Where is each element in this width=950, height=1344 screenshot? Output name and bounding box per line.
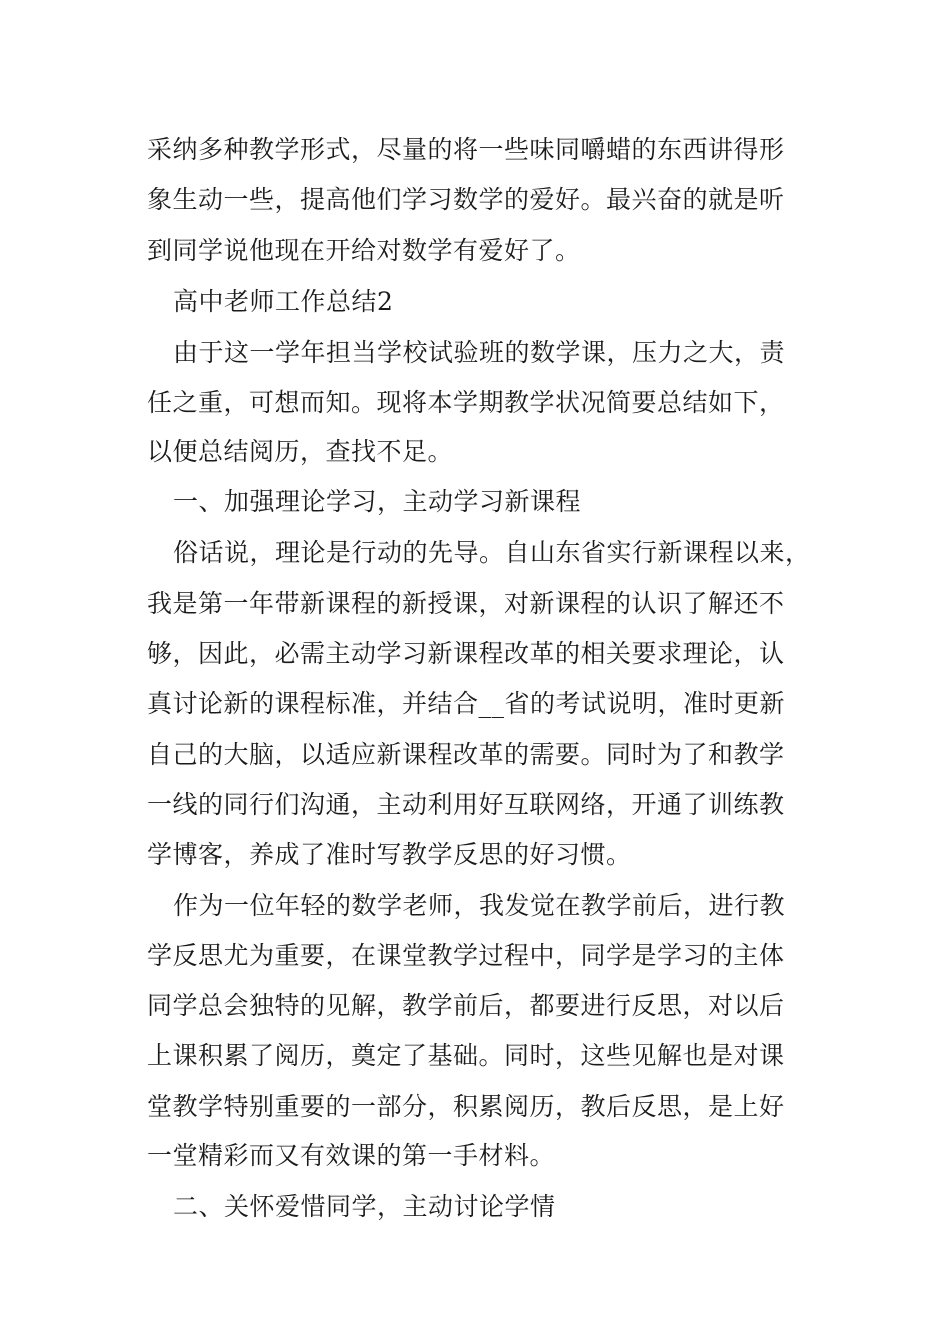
paragraph-6-line-4: 上课积累了阅历，奠定了基础。同时，这些见解也是对课	[147, 1041, 785, 1070]
paragraph-5-line-4: 真讨论新的课程标准，并结合__省的考试说明，准时更新	[147, 689, 786, 718]
paragraph-1-line-2: 象生动一些，提高他们学习数学的爱好。最兴奋的就是听	[147, 185, 785, 214]
paragraph-5-line-5: 自己的大脑，以适应新课程改革的需要。同时为了和教学	[147, 740, 785, 769]
paragraph-5-line-3: 够，因此，必需主动学习新课程改革的相关要求理论，认	[147, 639, 785, 668]
paragraph-6-line-6: 一堂精彩而又有效课的第一手材料。	[147, 1141, 556, 1170]
heading-one: 一、加强理论学习，主动学习新课程	[173, 487, 582, 516]
paragraph-6-line-5: 堂教学特别重要的一部分，积累阅历，教后反思，是上好	[147, 1092, 785, 1121]
heading-two: 二、关怀爱惜同学，主动讨论学情	[173, 1192, 556, 1221]
paragraph-5-line-6: 一线的同行们沟通，主动利用好互联网络，开通了训练教	[147, 790, 785, 819]
paragraph-1-line-3: 到同学说他现在开给对数学有爱好了。	[147, 236, 581, 265]
paragraph-5-line-1: 俗话说，理论是行动的先导。自山东省实行新课程以来，	[173, 538, 811, 567]
paragraph-3-line-1: 由于这一学年担当学校试验班的数学课，压力之大，责	[173, 338, 786, 367]
section-title: 高中老师工作总结2	[173, 287, 394, 316]
paragraph-3-line-3: 以便总结阅历，查找不足。	[147, 437, 454, 466]
paragraph-5-line-2: 我是第一年带新课程的新授课，对新课程的认识了解还不	[147, 589, 785, 618]
paragraph-3-line-2: 任之重，可想而知。现将本学期教学状况简要总结如下，	[147, 388, 785, 417]
paragraph-6-line-1: 作为一位年轻的数学老师，我发觉在教学前后，进行教	[173, 891, 786, 920]
paragraph-6-line-3: 同学总会独特的见解，教学前后，都要进行反思，对以后	[147, 991, 785, 1020]
paragraph-1-line-1: 采纳多种教学形式，尽量的将一些味同嚼蜡的东西讲得形	[147, 135, 785, 164]
paragraph-6-line-2: 学反思尤为重要，在课堂教学过程中，同学是学习的主体	[147, 941, 785, 970]
paragraph-5-line-7: 学博客，养成了准时写教学反思的好习惯。	[147, 840, 632, 869]
